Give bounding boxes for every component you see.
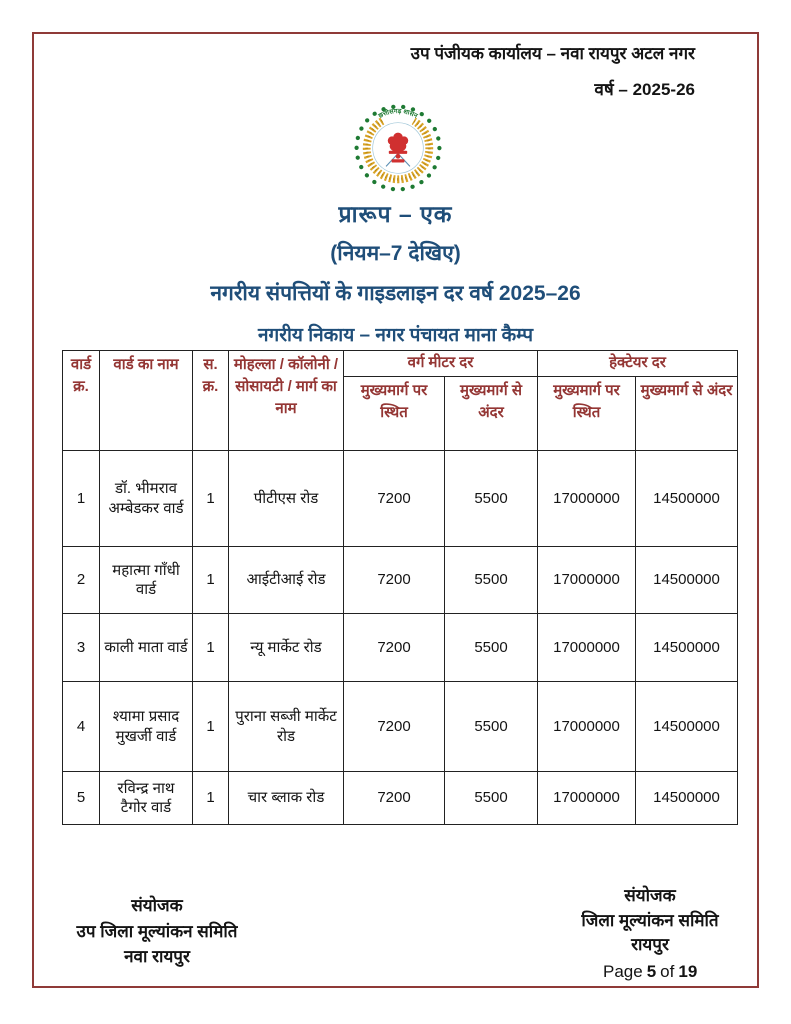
page-total: 19 (678, 962, 698, 981)
td-ward-name: श्यामा प्रसाद मुखर्जी वार्ड (100, 682, 193, 772)
col-header-ward-no: वार्ड क्र. (63, 351, 100, 451)
td-ward-no: 5 (63, 772, 100, 825)
committee-name: उप जिला मूल्यांकन समिति (76, 921, 238, 941)
table-row (63, 682, 738, 772)
td-ward-no: 4 (63, 682, 100, 772)
td-sqm-inner: 5500 (445, 614, 538, 682)
page-prefix: Page (603, 962, 643, 981)
td-serial: 1 (193, 547, 229, 614)
td-ward-name: महात्मा गाँधी वार्ड (100, 547, 193, 614)
col-header-ward-name: वार्ड का नाम (100, 351, 193, 451)
td-sqm-main: 7200 (344, 682, 445, 772)
page-current: 5 (646, 962, 657, 981)
td-ward-no: 3 (63, 614, 100, 682)
table-row (63, 451, 738, 547)
td-sqm-inner: 5500 (445, 547, 538, 614)
col-header-hectare-on-main-road: मुख्यमार्ग पर स्थित (538, 377, 636, 451)
form-title: प्रारूप – एक (338, 201, 453, 227)
committee-place: रायपुर (631, 935, 669, 955)
td-sqm-inner: 5500 (445, 682, 538, 772)
td-sqm-inner: 5500 (445, 772, 538, 825)
td-locality: चार ब्लाक रोड (229, 772, 344, 825)
document-title-block (0, 197, 791, 347)
col-header-hectare-inside: मुख्यमार्ग से अंदर (636, 377, 738, 451)
td-hect-main: 17000000 (538, 451, 636, 547)
signature-block-right (570, 884, 730, 958)
td-hect-inner: 14500000 (636, 451, 738, 547)
td-sqm-main: 7200 (344, 547, 445, 614)
td-ward-no: 1 (63, 451, 100, 547)
committee-place: नवा रायपुर (124, 947, 190, 966)
td-hect-inner: 14500000 (636, 547, 738, 614)
td-hect-inner: 14500000 (636, 682, 738, 772)
convener-label: संयोजक (624, 886, 676, 905)
table-row (63, 547, 738, 614)
chhattisgarh-government-emblem-icon (352, 102, 444, 194)
col-group-sqm-rate: वर्ग मीटर दर (344, 351, 538, 377)
td-locality: न्यू मार्केट रोड (229, 614, 344, 682)
td-ward-no: 2 (63, 547, 100, 614)
municipal-body-title: नगरीय निकाय – नगर पंचायत माना कैम्प (257, 325, 534, 346)
td-serial: 1 (193, 682, 229, 772)
td-hect-main: 17000000 (538, 547, 636, 614)
td-sqm-main: 7200 (344, 614, 445, 682)
td-sqm-inner: 5500 (445, 451, 538, 547)
col-header-sqm-inside: मुख्यमार्ग से अंदर (445, 377, 538, 451)
td-locality: पीटीएस रोड (229, 451, 344, 547)
guideline-rates-table (62, 350, 738, 825)
td-hect-inner: 14500000 (636, 772, 738, 825)
td-sqm-main: 7200 (344, 451, 445, 547)
emblem-arc-text: छत्तीसगढ़ शासन (377, 108, 419, 120)
td-serial: 1 (193, 772, 229, 825)
col-group-hectare-rate: हेक्टेयर दर (538, 351, 738, 377)
convener-label: संयोजक (131, 896, 183, 915)
td-hect-main: 17000000 (538, 614, 636, 682)
td-ward-name: डॉ. भीमराव अम्बेडकर वार्ड (100, 451, 193, 547)
col-header-locality: मोहल्ला / कॉलोनी / सोसायटी / मार्ग का नाम (229, 351, 344, 451)
office-name: उप पंजीयक कार्यालय – नवा रायपुर अटल नगर (410, 44, 695, 63)
committee-name: जिला मूल्यांकन समिति (581, 910, 719, 930)
td-ward-name: काली माता वार्ड (100, 614, 193, 682)
rule-reference: (नियम–7 देखिए) (330, 242, 461, 265)
page-separator: of (660, 962, 675, 981)
page-indicator (603, 962, 701, 982)
table-row (63, 772, 738, 825)
page-header (411, 44, 695, 101)
ashoka-lion-capital-icon (388, 133, 408, 163)
col-header-sqm-on-main-road: मुख्यमार्ग पर स्थित (344, 377, 445, 451)
td-locality: पुराना सब्जी मार्केट रोड (229, 682, 344, 772)
td-serial: 1 (193, 451, 229, 547)
assessment-year: वर्ष – 2025-26 (594, 80, 695, 100)
td-hect-main: 17000000 (538, 682, 636, 772)
td-hect-main: 17000000 (538, 772, 636, 825)
td-hect-inner: 14500000 (636, 614, 738, 682)
table-row (63, 614, 738, 682)
td-sqm-main: 7200 (344, 772, 445, 825)
td-locality: आईटीआई रोड (229, 547, 344, 614)
signature-block-left (62, 893, 252, 970)
td-serial: 1 (193, 614, 229, 682)
col-header-serial-no: स. क्र. (193, 351, 229, 451)
td-ward-name: रविन्द्र नाथ टैगोर वार्ड (100, 772, 193, 825)
guideline-title: नगरीय संपत्तियों के गाइडलाइन दर वर्ष 2025–26 (210, 282, 581, 305)
